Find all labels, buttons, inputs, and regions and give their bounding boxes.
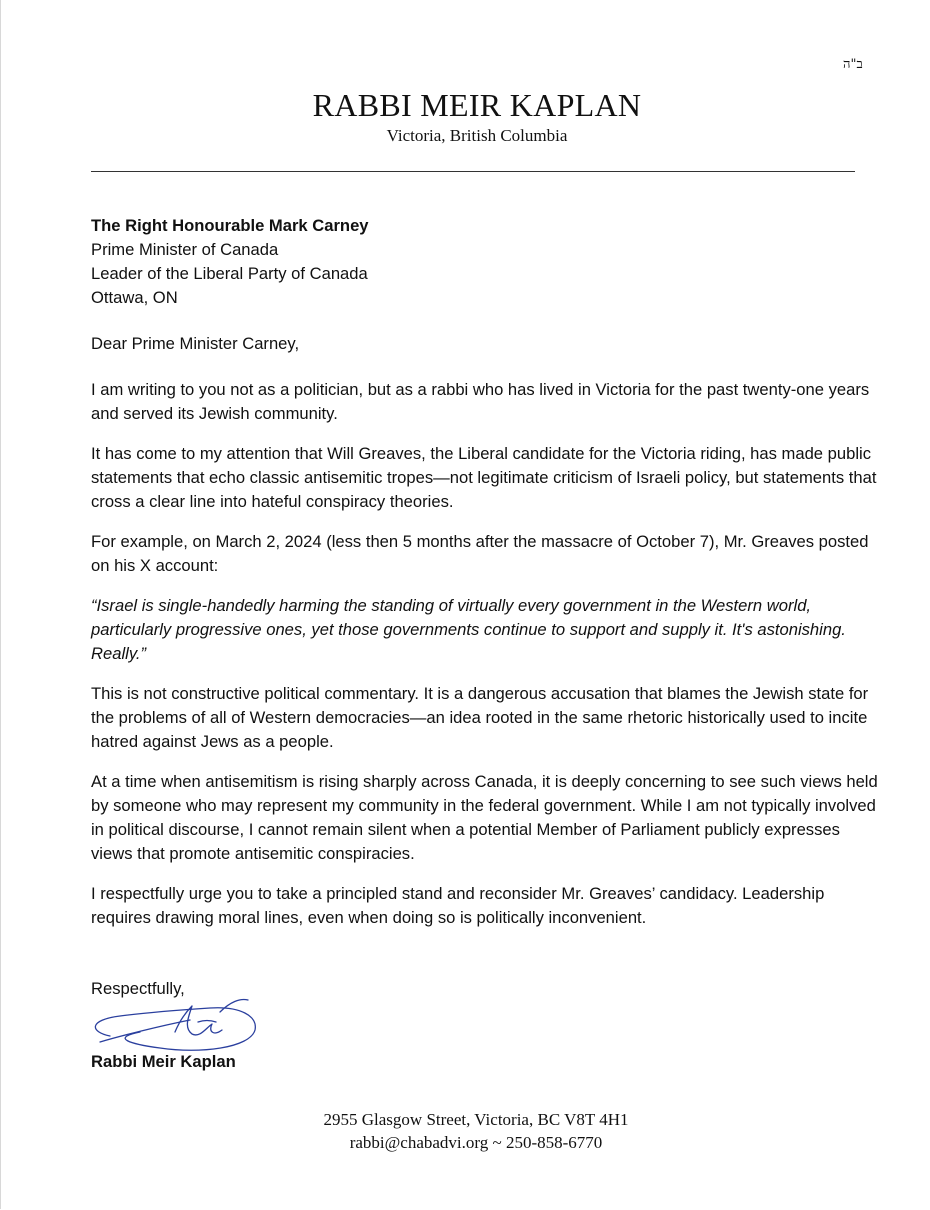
paragraph-quote: “Israel is single-handedly harming the standing of virtually every government in the Western world, particularly progressive ones, yet those governments continue to support and supply it. It's astonishing. Really.” [91,596,846,663]
letterhead-divider [91,171,855,172]
recipient-party: Leader of the Liberal Party of Canada [91,264,368,283]
paragraph-intro: I am writing to you not as a politician, but as a rabbi who has lived in Victoria for the past twenty-one years and served its Jewish community. [91,380,870,423]
paragraph-request: I respectfully urge you to take a principled stand and reconsider Mr. Greaves’ candidacy. Leadership requires drawing moral lines, even when doing so is politically inconvenient. [91,884,825,927]
recipient-city: Ottawa, ON [91,288,178,307]
letter-body [91,214,881,930]
letterhead-location: Victoria, British Columbia [386,126,568,145]
bh-mark: ב"ה [843,57,863,72]
recipient-name: The Right Honourable Mark Carney [91,216,369,235]
paragraph-example: For example, on March 2, 2024 (less then 5 months after the massacre of October 7), Mr. Greaves posted on his X account: [91,532,869,575]
recipient-block [91,214,881,310]
letterhead [0,86,930,148]
footer-address: 2955 Glasgow Street, Victoria, BC V8T 4H1 [323,1110,629,1129]
paragraph-attention: It has come to my attention that Will Greaves, the Liberal candidate for the Victoria riding, has made public statements that echo classic antisemitic tropes—not legitimate criticism of Israeli policy, but statements that cross a clear line into hateful conspiracy theories. [91,444,877,511]
letterhead-name: RABBI MEIR KAPLAN [312,87,642,123]
signatory-name: Rabbi Meir Kaplan [91,1052,236,1071]
paragraph-concern: At a time when antisemitism is rising sharply across Canada, it is deeply concerning to see such views held by someone who may represent my community in the federal government. While I am not typically involved in political discourse, I cannot remain silent when a potential Member of Parliament publicly expresses views that promote antisemitic conspiracies. [91,772,878,863]
recipient-title: Prime Minister of Canada [91,240,279,259]
salutation: Dear Prime Minister Carney, [91,334,300,353]
paragraph-commentary: This is not constructive political commentary. It is a dangerous accusation that blames the Jewish state for the problems of all of Western democracies—an idea rooted in the same rhetoric historically used to incite hatred against Jews as a people. [91,684,869,751]
footer-contact: rabbi@chabadvi.org ~ 250-858-6770 [349,1133,603,1152]
letter-footer [0,1108,930,1154]
closing: Respectfully, [91,979,185,998]
